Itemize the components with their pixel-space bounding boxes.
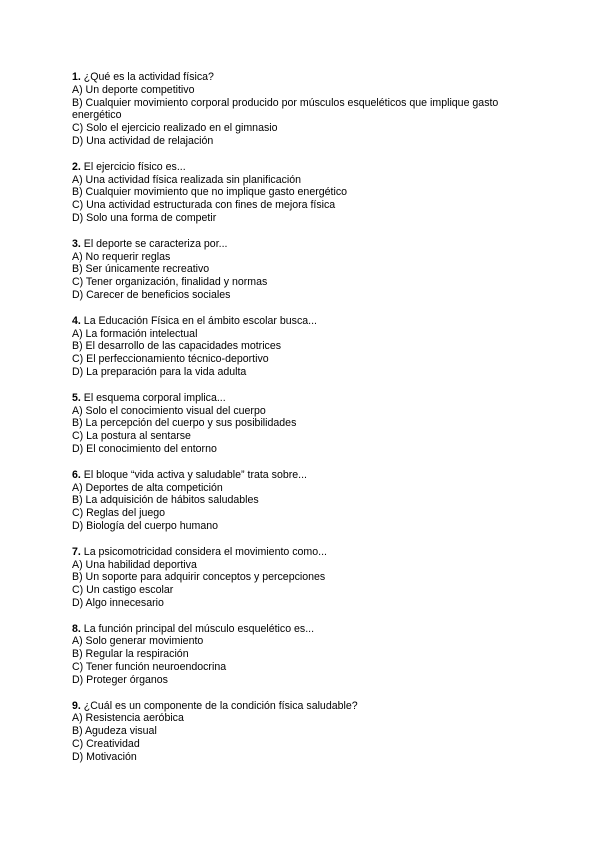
- option-a: A) Solo generar movimiento: [72, 635, 204, 648]
- question-7: [72, 546, 542, 610]
- option-d: D) Solo una forma de competir: [72, 211, 217, 224]
- option-c: C) Una actividad estructurada con fines de mejora física: [72, 199, 336, 212]
- option-list: [72, 174, 542, 225]
- option-b: B) La percepción del cuerpo y sus posibilidades: [72, 417, 297, 430]
- option-list: [72, 84, 542, 148]
- question-prompt: ¿Cuál es un componente de la condición física saludable?: [83, 699, 358, 712]
- option-d: D) Motivación: [72, 750, 137, 763]
- question-6: [72, 469, 542, 533]
- question-prompt: La psicomotricidad considera el movimiento como...: [83, 545, 327, 558]
- option-a: A) Una habilidad deportiva: [72, 558, 197, 571]
- option-a: A) La formación intelectual: [72, 327, 198, 340]
- question-number: 7.: [72, 545, 81, 558]
- option-b: B) Agudeza visual: [72, 725, 157, 738]
- question-3: [72, 238, 542, 302]
- option-c: C) Creatividad: [72, 738, 140, 751]
- option-d: D) Biología del cuerpo humano: [72, 519, 219, 532]
- question-prompt: El deporte se caracteriza por...: [83, 237, 228, 250]
- question-number: 9.: [72, 699, 81, 712]
- quiz-document: [72, 71, 542, 777]
- question-2: [72, 161, 542, 225]
- option-list: [72, 559, 542, 610]
- question-text: [72, 700, 542, 713]
- question-text: [72, 623, 542, 636]
- question-text: [72, 161, 542, 174]
- option-d: D) Proteger órganos: [72, 673, 168, 686]
- question-5: [72, 392, 542, 456]
- option-a: A) Un deporte competitivo: [72, 83, 195, 96]
- question-text: [72, 238, 542, 251]
- question-text: [72, 469, 542, 482]
- option-list: [72, 251, 542, 302]
- question-1: [72, 71, 542, 148]
- option-list: [72, 328, 542, 379]
- option-c: C) Tener función neuroendocrina: [72, 661, 227, 674]
- option-a: A) Resistencia aeróbica: [72, 712, 184, 725]
- option-c: C) La postura al sentarse: [72, 430, 191, 443]
- option-d: D) Una actividad de relajación: [72, 134, 214, 147]
- option-c: C) El perfeccionamiento técnico-deportivo: [72, 353, 269, 366]
- option-d: D) Carecer de beneficios sociales: [72, 288, 231, 301]
- question-number: 3.: [72, 237, 81, 250]
- question-number: 4.: [72, 314, 81, 327]
- option-b: B) Regular la respiración: [72, 648, 189, 661]
- question-prompt: El bloque “vida activa y saludable” trata sobre...: [83, 468, 307, 481]
- option-a: A) Deportes de alta competición: [72, 481, 223, 494]
- question-text: [72, 546, 542, 559]
- option-b: B) Cualquier movimiento corporal producido por músculos esqueléticos que implique gasto energético: [72, 96, 499, 122]
- option-b: B) Cualquier movimiento que no implique gasto energético: [72, 186, 348, 199]
- question-text: [72, 71, 542, 84]
- question-number: 1.: [72, 71, 81, 83]
- option-b: B) El desarrollo de las capacidades motrices: [72, 340, 282, 353]
- question-number: 5.: [72, 391, 81, 404]
- option-list: [72, 635, 542, 686]
- question-number: 8.: [72, 622, 81, 635]
- option-b: B) Un soporte para adquirir conceptos y percepciones: [72, 571, 326, 584]
- option-a: A) Una actividad física realizada sin planificación: [72, 173, 302, 186]
- question-number: 6.: [72, 468, 81, 481]
- option-c: C) Un castigo escolar: [72, 584, 174, 597]
- question-4: [72, 315, 542, 379]
- option-c: C) Solo el ejercicio realizado en el gimnasio: [72, 122, 278, 135]
- question-number: 2.: [72, 160, 81, 173]
- option-a: A) Solo el conocimiento visual del cuerpo: [72, 404, 266, 417]
- question-text: [72, 315, 542, 328]
- option-c: C) Reglas del juego: [72, 507, 166, 520]
- question-prompt: El esquema corporal implica...: [83, 391, 226, 404]
- question-text: [72, 392, 542, 405]
- option-list: [72, 712, 542, 763]
- option-c: C) Tener organización, finalidad y normas: [72, 276, 268, 289]
- question-prompt: ¿Qué es la actividad física?: [83, 71, 214, 83]
- option-list: [72, 405, 542, 456]
- option-list: [72, 482, 542, 533]
- question-prompt: La función principal del músculo esquelético es...: [83, 622, 315, 635]
- option-d: D) La preparación para la vida adulta: [72, 365, 247, 378]
- option-b: B) Ser únicamente recreativo: [72, 263, 210, 276]
- question-8: [72, 623, 542, 687]
- option-d: D) Algo innecesario: [72, 596, 164, 609]
- option-b: B) La adquisición de hábitos saludables: [72, 494, 259, 507]
- question-prompt: El ejercicio físico es...: [83, 160, 186, 173]
- option-d: D) El conocimiento del entorno: [72, 442, 217, 455]
- option-a: A) No requerir reglas: [72, 250, 171, 263]
- question-prompt: La Educación Física en el ámbito escolar busca...: [83, 314, 317, 327]
- question-9: [72, 700, 542, 764]
